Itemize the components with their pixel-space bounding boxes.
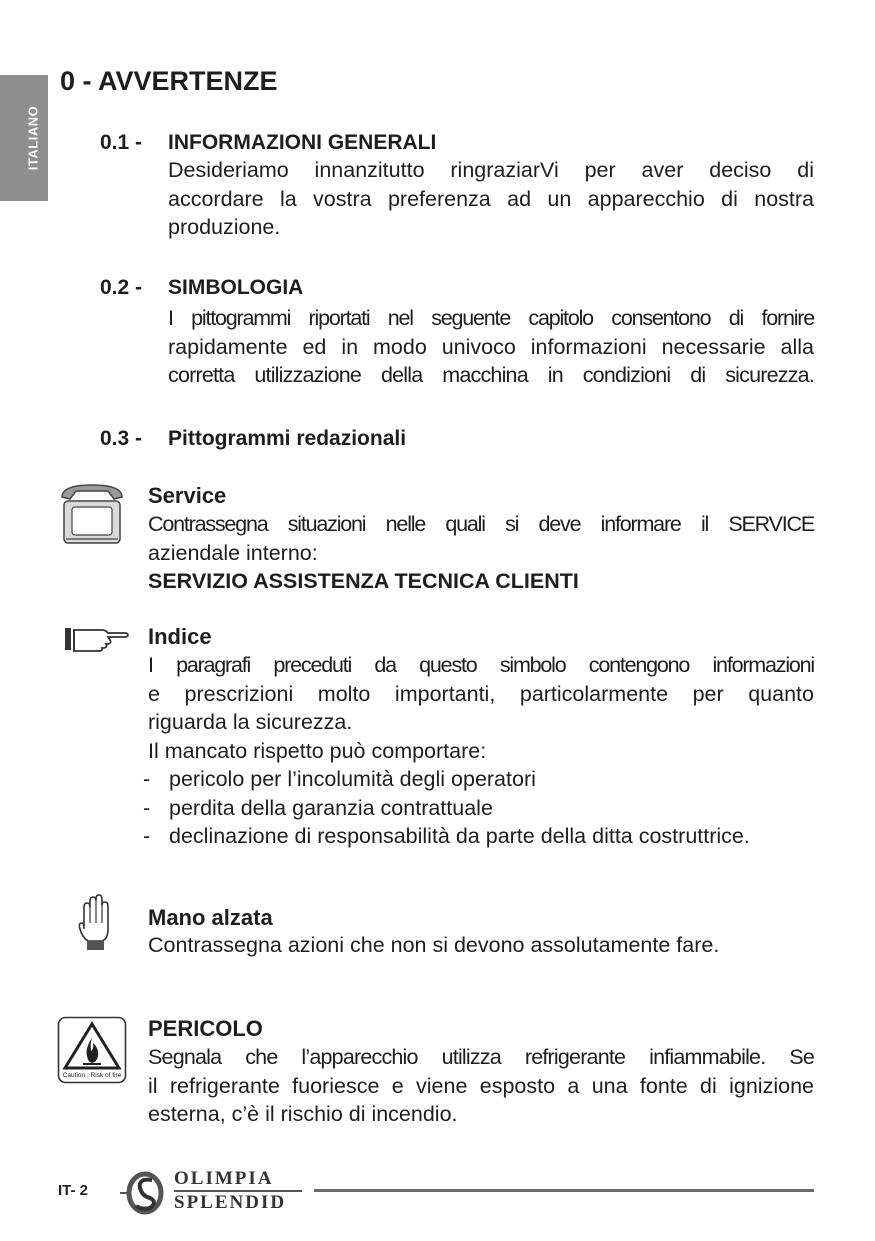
footer-rule <box>314 1189 814 1192</box>
section-0-1-text <box>168 156 814 242</box>
indice-text <box>148 651 814 765</box>
text-line: rapidamente ed in modo univoco informazioni necessarie alla <box>168 334 814 359</box>
brand-logo-mark <box>118 1170 176 1216</box>
pericolo-text <box>148 1043 814 1129</box>
language-tab-label: ITALIANO <box>25 105 41 171</box>
text-line: Segnala che l’apparecchio utilizza refrigerante infiammabile. Se <box>148 1045 814 1069</box>
section-0-1-title: INFORMAZIONI GENERALI <box>168 131 437 154</box>
text-line: esterna, c’è il rischio di incendio. <box>148 1102 458 1126</box>
list-item: - pericolo per l’incolumità degli operatori <box>143 767 536 791</box>
language-tab <box>0 75 48 201</box>
text-line: I pittogrammi riportati nel seguente capitolo consentono di fornire <box>168 306 814 330</box>
section-0-2-text <box>168 304 814 390</box>
section-0-2-number: 0.2 - <box>100 276 143 299</box>
section-0-1-number: 0.1 - <box>100 131 143 154</box>
service-text <box>148 510 814 596</box>
list-item: - perdita della garanzia contrattuale <box>143 795 493 820</box>
list-item: - declinazione di responsabilità da parte della ditta costruttrice. <box>143 824 750 848</box>
service-department: SERVIZIO ASSISTENZA TECNICA CLIENTI <box>148 569 579 593</box>
section-title: 0 - AVVERTENZE <box>60 66 278 96</box>
pericolo-title: PERICOLO <box>148 1016 263 1041</box>
text-line: il refrigerante fuoriesce e viene esposto a una fonte di ignizione <box>148 1073 814 1098</box>
mano-title: Mano alzata <box>148 905 273 930</box>
text-line: accordare la vostra preferenza ad un apparecchio di nostra <box>168 186 814 211</box>
brand-logo-top: OLIMPIA <box>174 1168 274 1189</box>
text-line: Contrassegna situazioni nelle quali si deve informare il SERVICE <box>148 512 814 536</box>
text-line: Il mancato rispetto può comportare: <box>148 738 487 763</box>
section-0-3-title: Pittogrammi redazionali <box>168 427 407 450</box>
telephone-icon <box>58 481 126 552</box>
text-line: Desideriamo innanzitutto ringraziarVi per aver deciso di <box>168 158 814 182</box>
pointing-hand-icon <box>62 624 132 659</box>
text-line: produzione. <box>168 215 281 239</box>
flammable-icon-caption: Caution : Risk of fire <box>62 1072 122 1079</box>
service-title: Service <box>148 483 227 508</box>
text-line: e prescrizioni molto importanti, particolarmente per quanto <box>148 681 814 706</box>
text-line: corretta utilizzazione della macchina in condizioni di sicurezza. <box>168 363 814 387</box>
section-0-3-number: 0.3 - <box>100 427 143 450</box>
section-0-2-title: SIMBOLOGIA <box>168 276 304 299</box>
text-line: I paragrafi preceduti da questo simbolo contengono informazioni <box>148 653 814 677</box>
indice-title: Indice <box>148 624 212 649</box>
brand-logo-bottom: SPLENDID <box>174 1192 287 1213</box>
indice-bullet-list <box>143 765 750 851</box>
mano-text <box>148 931 814 960</box>
text-line: aziendale interno: <box>148 540 318 565</box>
text-line: riguarda la sicurezza. <box>148 710 353 734</box>
text-line: Contrassegna azioni che non si devono assolutamente fare. <box>148 933 720 957</box>
page-number: IT- 2 <box>58 1182 89 1199</box>
brand-logo <box>118 1170 176 1221</box>
raised-hand-icon <box>76 893 112 958</box>
